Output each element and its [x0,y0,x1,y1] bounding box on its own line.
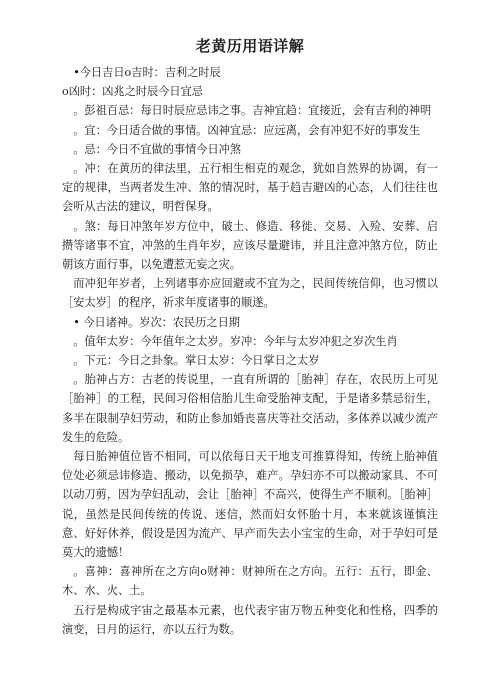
paragraph-today-gods: • 今日诸神。岁次：农民历之日期 [73,315,240,329]
paragraph-sha: 。煞：每日冲煞年岁方位中，破土、修造、移徙、交易、入殓、安葬、启攒等诸事不宜，冲煞的生肖年岁，应该尽量避讳，并且注意冲煞方位，防止朝该方面行事，以免遭惹无妄之灾。 [62,219,438,272]
paragraph-chong: 。冲：在黄历的律法里，五行相生相克的观念，犹如自然界的协调，有一定的规律，当两者发生冲、煞的情况时，基于趋吉避凶的心态，人们往往也会听从古法的建议，明哲保身。 [62,162,438,214]
paragraph-xiayuan: 。下元：今日之卦象。掌日太岁：今日掌日之太岁 [73,354,320,368]
paragraph-fetal-god-position: 每日胎神值位皆不相同，可以依每日天干地支可推算得知，传统上胎神值位处必须忌讳修造、搬动，以免损孕，难产。孕妇亦不可以搬动家具、不可以动刀剪，因为孕妇乱动，会让［胎神］不高兴，使得生产不顺利。［胎神］说，虽然是民间传统的传说、迷信，然而妇女怀胎十月，本来就该谨慎注意、好好休养，假设是因为流产、早产而失去小宝宝的生命，对于孕妇可是莫大的遗憾！ [62,450,438,560]
paragraph-fetal-god: 。胎神占方：古老的传说里，一直有所谓的［胎神］存在，农民历上可见［胎神］的工程，民间习俗相信胎儿生命受胎神支配，于是诸多禁忌衍生，多半在限制孕妇劳动，和防止参加婚丧喜庆等社交活动，多体养以减少流产发生的危险。 [62,373,438,444]
paragraph-five-elements: 五行是构成宇宙之最基本元素，也代表宇宙万物五种变化和性格，四季的演变，日月的运行，亦以五行为数。 [62,603,438,636]
paragraph-taisui: 而冲犯年岁者，上列诸事亦应回避或不宜为之，民间传统信仰，也习惯以［安太岁］的程序，祈求年度诸事的顺遂。 [62,277,438,310]
paragraph-suitable: 。宜：今日适合做的事情。凶神宜忌：应远离，会有冲犯不好的事发生 [73,123,421,137]
page-title: 老黄历用语详解 [195,37,305,55]
paragraph-auspicious-hours: •今日吉日o吉时：吉利之时辰 [73,66,221,79]
paragraph-pengzu-taboos: 。彭祖百忌：每日时辰应忌讳之事。吉神宜趋：宜接近，会有吉利的神明 [73,104,432,118]
paragraph-avoid: 。忌：今日不宜做的事情今日冲煞 [73,142,242,156]
paragraph-joy-wealth-gods: 。喜神：喜神所在之方向o财神：财神所在之方向。五行：五行，即金、木、水、火、土。 [62,565,438,598]
paragraph-year-taisui: 。值年太岁：今年值年之太岁。岁冲：今年与太岁冲犯之岁次生肖 [73,334,398,348]
paragraph-inauspicious-hours: o凶时：凶兆之时辰今日宜忌 [62,85,203,99]
